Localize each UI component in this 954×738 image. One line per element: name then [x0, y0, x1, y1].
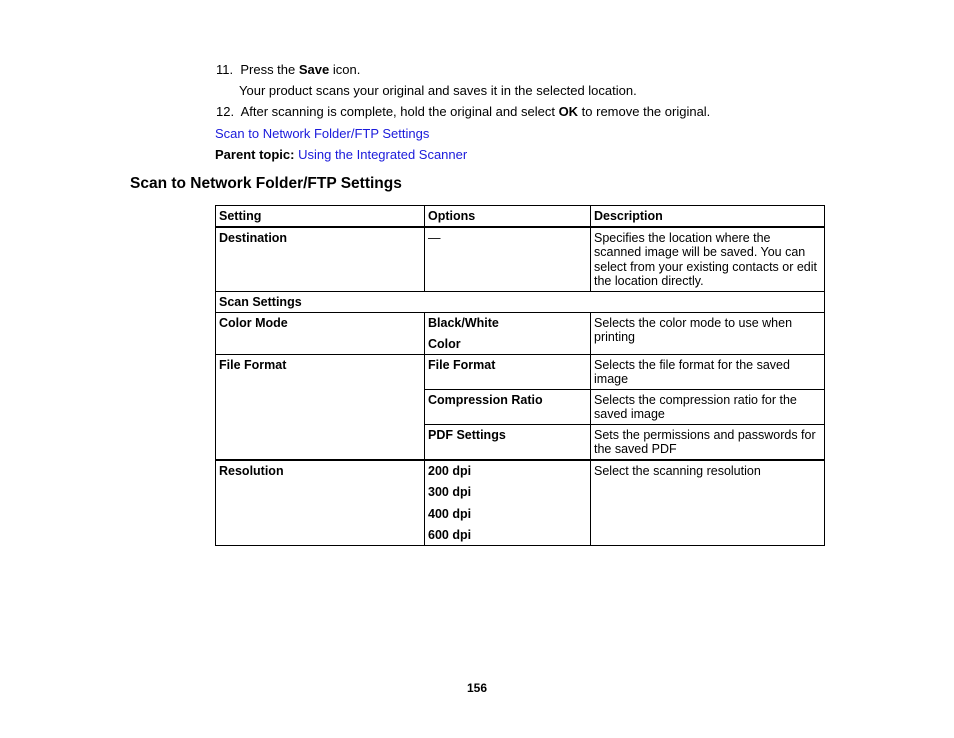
option-cell	[425, 460, 591, 546]
table-row-destination	[216, 227, 825, 292]
description-cell: Selects the file format for the saved image	[591, 354, 825, 389]
parent-topic	[215, 147, 467, 162]
option-value: 600 dpi	[428, 528, 472, 542]
group-heading-cell: Scan Settings	[216, 292, 825, 313]
setting-cell: Resolution	[216, 460, 425, 546]
header-setting: Setting	[216, 206, 425, 227]
header-options: Options	[425, 206, 591, 227]
option-cell: Compression Ratio	[425, 389, 591, 424]
step-number: 11.	[216, 62, 234, 77]
description-cell: Selects the color mode to use when printing	[591, 312, 825, 354]
setting-cell: Destination	[216, 227, 425, 292]
description-cell: Sets the permissions and passwords for the saved PDF	[591, 424, 825, 460]
related-topic-link[interactable]: Scan to Network Folder/FTP Settings	[215, 126, 430, 141]
option-cell: —	[425, 227, 591, 292]
settings-table	[215, 205, 825, 546]
option-cell: File Format	[425, 354, 591, 389]
section-title: Scan to Network Folder/FTP Settings	[130, 175, 402, 192]
step-12	[216, 104, 710, 119]
setting-cell: Color Mode	[216, 312, 425, 354]
setting-cell: File Format	[216, 354, 425, 460]
step-number: 12.	[216, 104, 235, 119]
parent-topic-link[interactable]: Using the Integrated Scanner	[298, 147, 468, 162]
table-row-scan-settings	[216, 292, 825, 313]
description-cell: Select the scanning resolution	[591, 460, 825, 546]
step-text-end: icon.	[329, 62, 361, 77]
step-11	[216, 62, 360, 77]
option-value: 200 dpi	[428, 463, 472, 478]
step-text: Press the	[240, 62, 299, 77]
step-bold-term: Save	[298, 62, 330, 77]
table-header-row	[216, 206, 825, 227]
page-number: 156	[466, 681, 488, 695]
step-text-end: to remove the original.	[578, 104, 711, 119]
step-11-result: Your product scans your original and saves it in the selected location.	[239, 83, 637, 98]
option-cell	[425, 312, 591, 354]
option-value: 400 dpi	[428, 506, 472, 521]
parent-topic-label: Parent topic:	[215, 147, 295, 162]
description-cell: Specifies the location where the scanned image will be saved. You can select from your existing contacts or edit the location directly.	[591, 227, 825, 292]
table-row-resolution	[216, 460, 825, 546]
option-value: Black/White	[428, 315, 499, 330]
option-value: 300 dpi	[428, 485, 472, 499]
header-description: Description	[591, 206, 825, 227]
option-value: Color	[428, 337, 461, 351]
table-row-color-mode	[216, 312, 825, 354]
step-bold-term: OK	[558, 104, 579, 119]
option-cell: PDF Settings	[425, 424, 591, 460]
step-text: After scanning is complete, hold the original and select	[240, 104, 559, 119]
table-row-file-format	[216, 354, 825, 389]
description-cell: Selects the compression ratio for the saved image	[591, 389, 825, 424]
